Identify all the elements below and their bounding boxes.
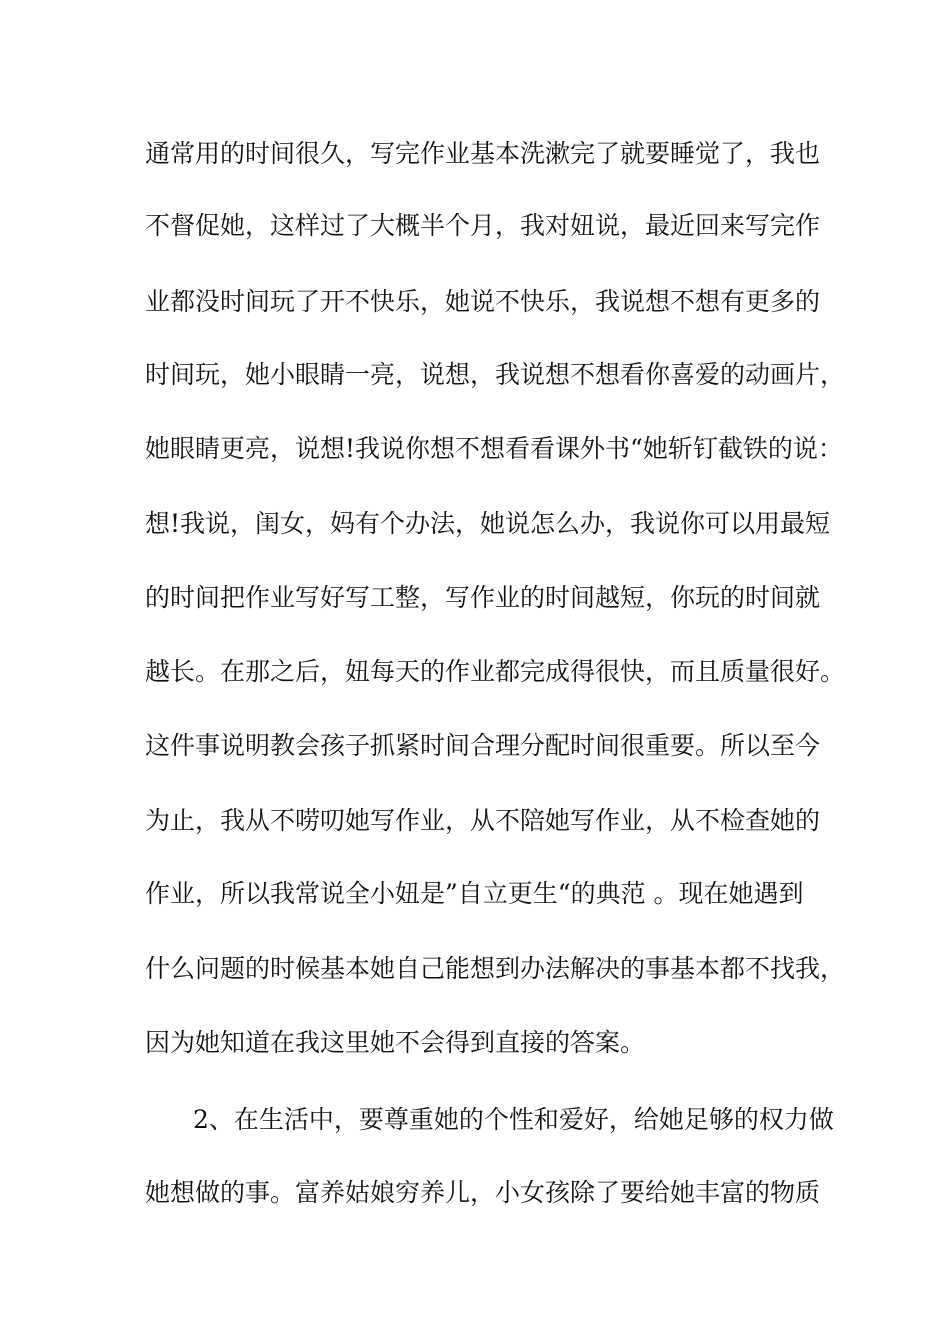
paragraph-line: 什么问题的时候基本她自己能想到办法解决的事基本都不找我， xyxy=(145,954,846,983)
paragraph-line: 越长。在那之后，妞每天的作业都完成得很快，而且质量很好。 xyxy=(145,657,846,686)
paragraph-line: 的时间把作业写好写工整，写作业的时间越短，你玩的时间就 xyxy=(145,583,821,612)
paragraph-line: 不督促她，这样过了大概半个月，我对妞说，最近回来写完作 xyxy=(145,211,821,240)
paragraph-line-indented: 2、在生活中，要尊重她的个性和爱好，给她足够的权力做 xyxy=(193,1105,834,1134)
paragraph-line: 时间玩，她小眼睛一亮，说想，我说想不想看你喜爱的动画片， xyxy=(145,360,846,389)
paragraph-line: 想!我说，闺女，妈有个办法，她说怎么办，我说你可以用最短 xyxy=(145,509,831,538)
paragraph-line: 她眼睛更亮，说想!我说你想不想看看课外书“她斩钉截铁的说： xyxy=(145,434,843,463)
paragraph-line: 因为她知道在我这里她不会得到直接的答案。 xyxy=(145,1028,646,1057)
paragraph-line: 作业，所以我常说全小妞是”自立更生“的典范 。现在她遇到 xyxy=(145,879,804,908)
paragraph-line: 这件事说明教会孩子抓紧时间合理分配时间很重要。所以至今 xyxy=(145,731,821,760)
paragraph-line: 她想做的事。富养姑娘穷养儿，小女孩除了要给她丰富的物质 xyxy=(145,1178,821,1207)
paragraph-line: 业都没时间玩了开不快乐，她说不快乐，我说想不想有更多的 xyxy=(145,287,821,316)
paragraph-line: 为止，我从不唠叨她写作业，从不陪她写作业，从不检查她的 xyxy=(145,806,821,835)
paragraph-line: 通常用的时间很久，写完作业基本洗漱完了就要睡觉了，我也 xyxy=(145,139,821,168)
